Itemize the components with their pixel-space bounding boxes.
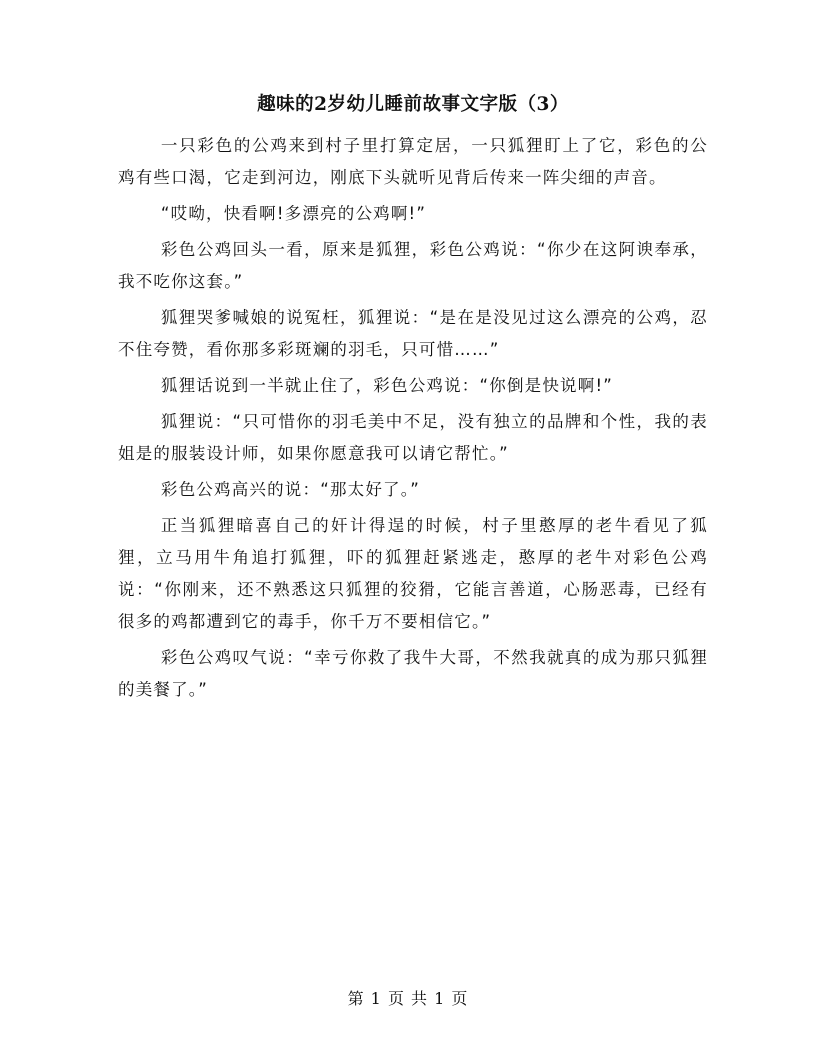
story-paragraph: 狐狸话说到一半就止住了，彩色公鸡说：“你倒是快说啊!” [160,376,614,395]
story-paragraph: 正当狐狸暗喜自己的奸计得逞的时候，村子里憨厚的老牛看见了狐狸，立马用牛角追打狐狸，吓的狐狸赶紧逃走，憨厚的老牛对彩色公鸡说：“你刚来，还不熟悉这只狐狸的狡猾，它能言善道，心肠恶毒，已经有很多的鸡都遭到它的毒手，你千万不要相信它。” [118,516,708,631]
story-paragraph: 彩色公鸡回头一看，原来是狐狸，彩色公鸡说：“你少在这阿谀奉承，我不吃你这套。” [118,240,708,291]
story-paragraph: 一只彩色的公鸡来到村子里打算定居，一只狐狸盯上了它，彩色的公鸡有些口渴，它走到河边，刚底下头就听见背后传来一阵尖细的声音。 [118,136,708,187]
story-paragraph: 狐狸哭爹喊娘的说冤枉，狐狸说：“是在是没见过这么漂亮的公鸡，忍不住夸赞，看你那多彩斑斓的羽毛，只可惜……” [118,308,708,359]
document-title: 趣味的2岁幼儿睡前故事文字版（3） [257,94,569,115]
page-number-footer: 第 1 页 共 1 页 [347,989,469,1008]
story-paragraph: 狐狸说：“只可惜你的羽毛美中不足，没有独立的品牌和个性，我的表姐是的服装设计师，如果你愿意我可以请它帮忙。” [118,412,708,463]
story-paragraph: “哎呦，快看啊!多漂亮的公鸡啊!” [160,204,427,223]
story-paragraph: 彩色公鸡高兴的说：“那太好了。” [160,480,420,499]
story-paragraph: 彩色公鸡叹气说：“幸亏你救了我牛大哥，不然我就真的成为那只狐狸的美餐了。” [118,648,708,699]
document-page [118,92,708,710]
